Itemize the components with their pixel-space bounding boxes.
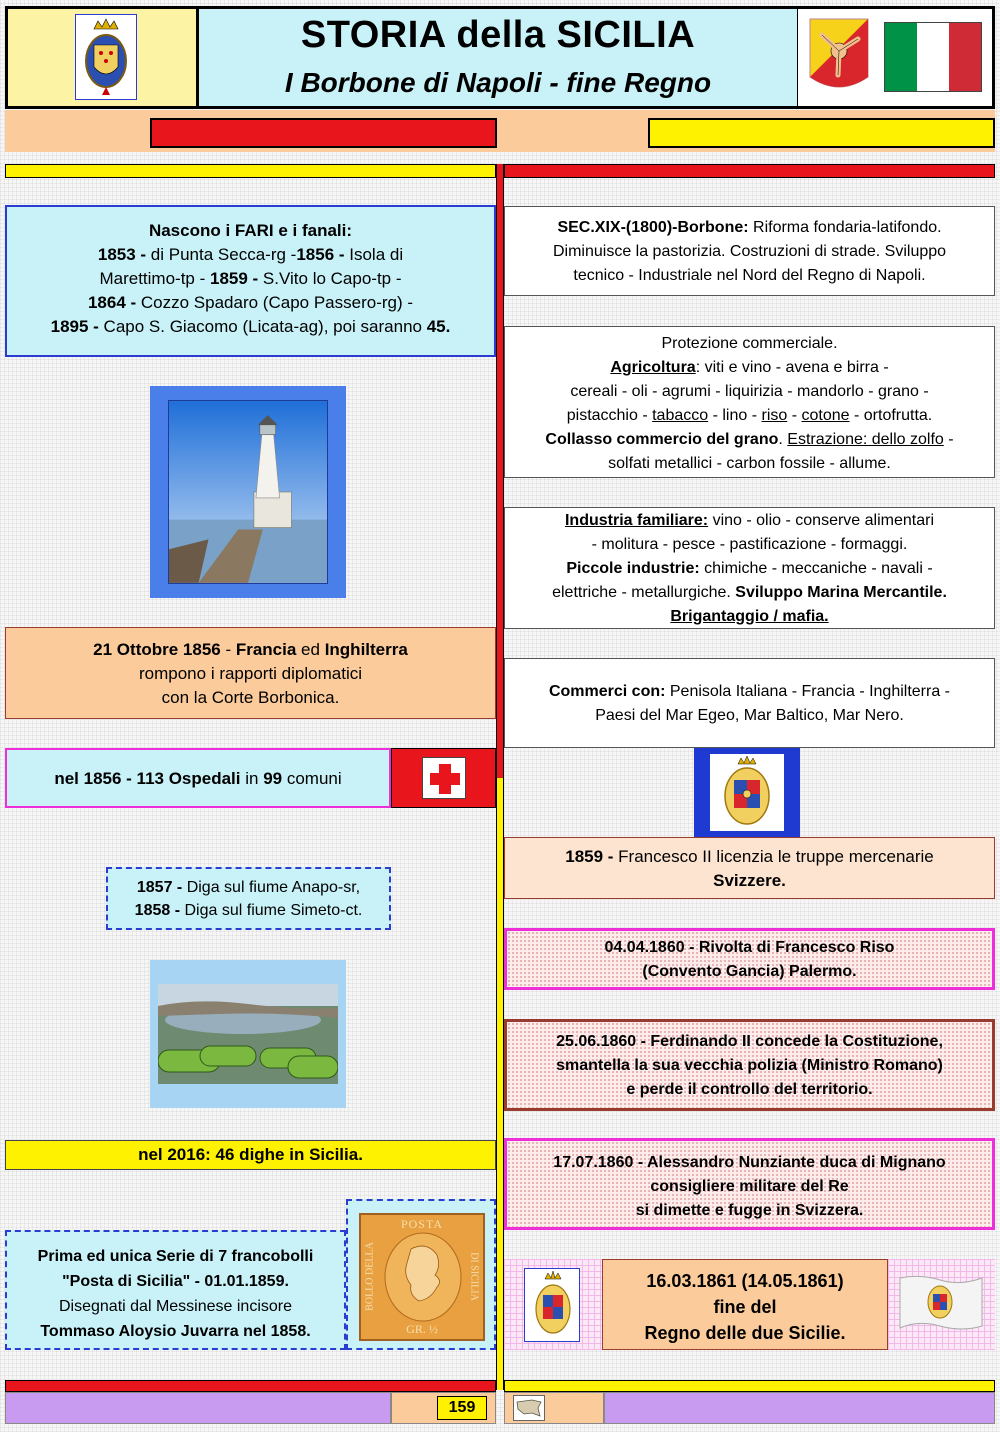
divider-yellow [496,778,504,1390]
dam-photo [150,960,346,1108]
end-kingdom-box: 16.03.1861 (14.05.1861) fine del Regno delle due Sicilie. [602,1259,888,1350]
dams-box: 1857 - Diga sul fiume Anapo-sr, 1858 - Diga sul fiume Simeto-ct. [106,867,391,930]
stamp-image-panel [346,1199,496,1350]
sicily-stamp: POSTA BOLLO DELLA DI SICILIA GR. ½ [359,1213,485,1341]
page-number: 159 [437,1396,487,1420]
bourbon-white-flag-icon [898,1274,984,1332]
page-subtitle: I Borbone di Napoli - fine Regno [284,67,712,98]
industry-box: Industria familiare: vino - olio - conserve alimentari - molitura - pesce - pastificazione - formaggi. Piccole industrie: chimiche - meccaniche - navali - elettriche - metallurgiche. Sviluppo Marina Mercantile. Brigantaggio / mafia. [504,507,995,629]
hospitals-box: nel 1856 - 113 Ospedali in 99 comuni [5,748,391,808]
right-top-bar [504,164,995,178]
header-yellow-bar [648,118,995,148]
left-bottom-red-bar [5,1380,496,1392]
header-red-bar [150,118,497,148]
sicily-map-icon [513,1395,545,1421]
trade-box: Commerci con: Penisola Italiana - Francia - Inghilterra - Paesi del Mar Egeo, Mar Baltico, Mar Nero. [504,658,995,748]
page-title: STORIA della SICILIA [300,14,696,56]
italy-flag-icon [884,22,982,92]
right-footer-violet [604,1392,995,1424]
reform-box: SEC.XIX-(1800)-Borbone: Riforma fondaria-latifondo. Diminuisce la pastorizia. Costruzioni di strade. Sviluppo tecnico - Industriale nel Nord del Regno di Napoli. [504,206,995,296]
diplomacy-box: 21 Ottobre 1856 - Francia ed Inghilterra rompono i rapporti diplomatici con la Corte Borbonica. [5,627,496,719]
commerce-box: Protezione commerciale. Agricoltura: viti e vino - avena e birra - cereali - oli - agrumi - liquirizia - mandorlo - grano - pistacchio - tabacco - lino - riso - cotone - ortofrutta. Collasso commercio del grano. Estrazione: dello zolfo - solfati metallici - carbon fossile - allume. [504,326,995,478]
swiss-box: 1859 - Francesco II licenzia le truppe mercenarie Svizzere. [504,837,995,899]
riso-revolt-box: 04.04.1860 - Rivolta di Francesco Riso (Convento Gancia) Palermo. [504,928,995,990]
divider-red [496,164,504,778]
red-cross-panel [391,748,496,808]
two-sicilies-flag-panel [694,748,800,837]
left-top-bar [5,164,496,178]
red-cross-icon [422,757,466,799]
nunziante-box: 17.07.1860 - Alessandro Nunziante duca di Mignano consigliere militare del Re si dimette e fugge in Svizzera. [504,1138,995,1230]
lighthouses-box: Nascono i FARI e i fanali: 1853 - di Punta Secca-rg -1856 - Isola di Marettimo-tp - 1859 - S.Vito lo Capo-tp - 1864 - Cozzo Spadaro (Capo Passero-rg) - 1895 - Capo S. Giacomo (Licata-ag), poi saranno 45. [5,205,496,357]
lighthouse-photo [150,386,346,598]
sicily-flag-icon [808,17,870,95]
lighthouses-heading: Nascono i FARI e i fanali: [148,221,353,240]
constitution-box: 25.06.1860 - Ferdinando II concede la Costituzione, smantella la sua vecchia polizia (Ministro Romano) e perde il controllo del territorio. [504,1019,995,1111]
stamps-box: Prima ed unica Serie di 7 francobolli "Posta di Sicilia" - 01.01.1859. Disegnati dal Messinese incisore Tommaso Aloysio Juvarra nel 1858. [5,1230,346,1350]
dams-2016-box: nel 2016: 46 dighe in Sicilia. [5,1140,496,1170]
bourbon-coat-of-arms-icon [75,14,137,100]
right-bottom-yellow-bar [504,1380,995,1392]
left-footer-violet [5,1392,391,1424]
two-sicilies-arms-icon [524,1268,580,1342]
royal-arms-icon [710,754,784,831]
